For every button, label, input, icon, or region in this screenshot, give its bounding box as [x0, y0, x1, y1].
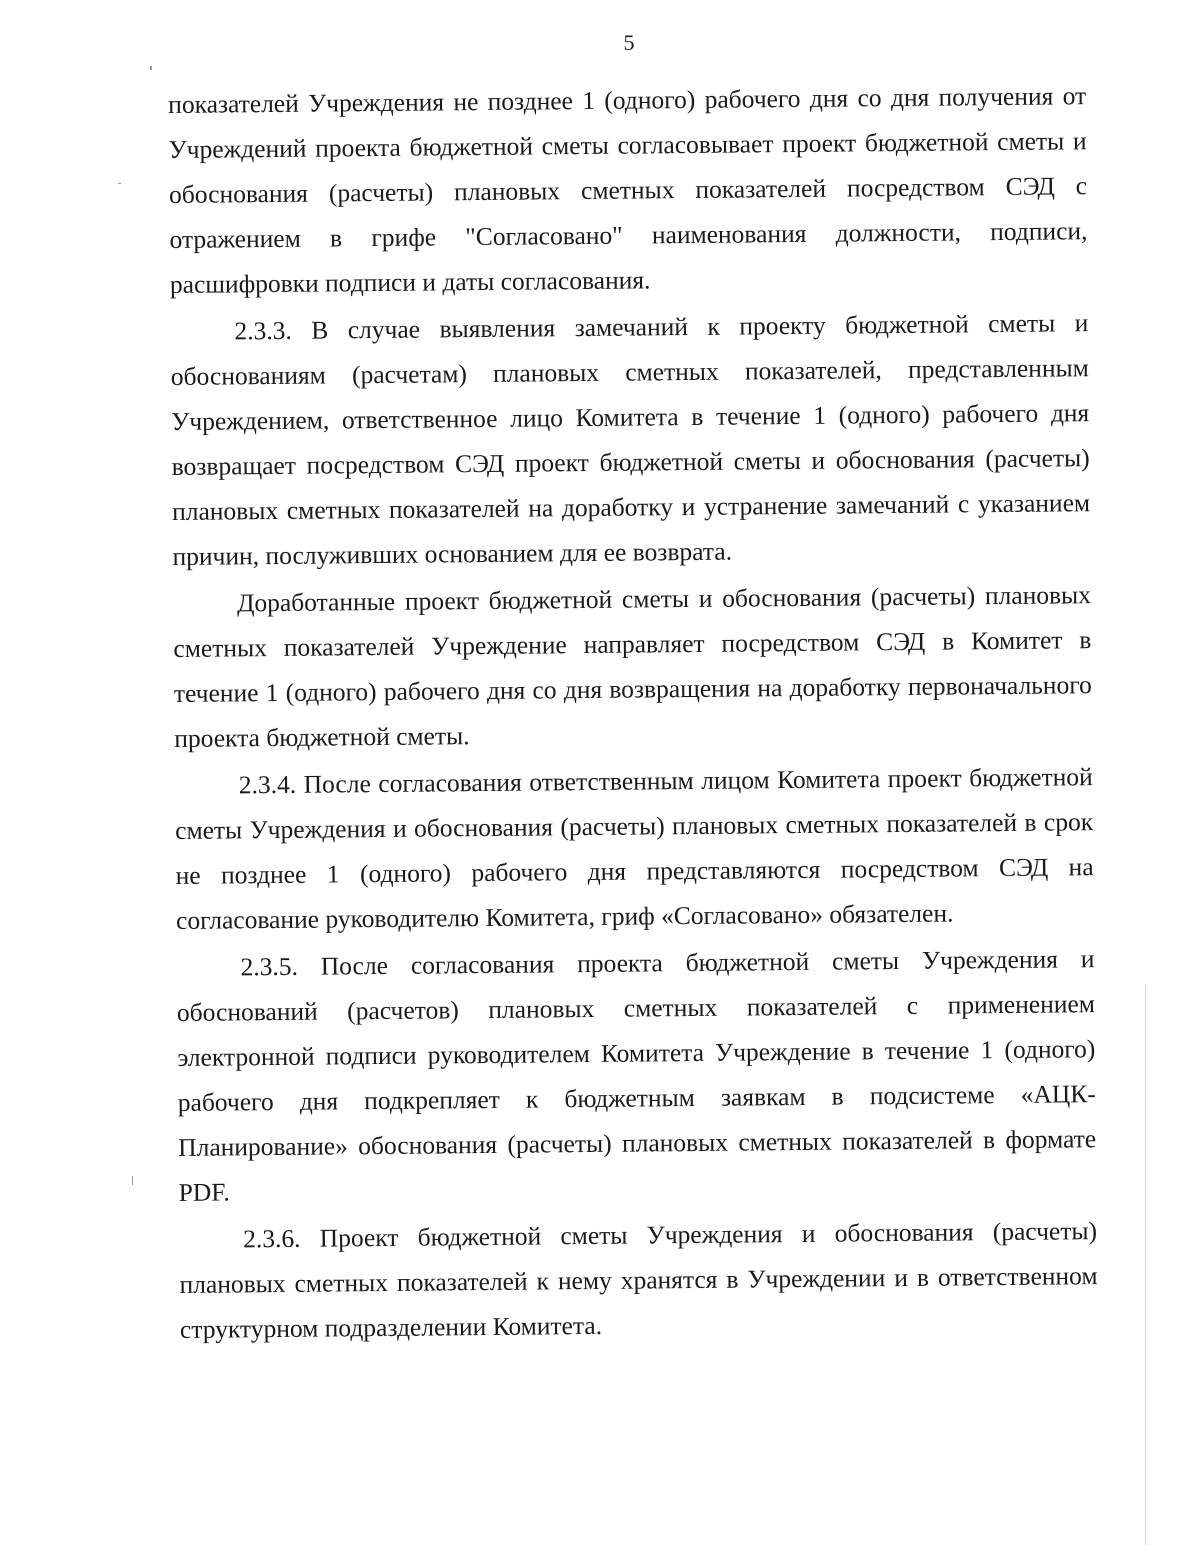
paragraph-2-3-3: 2.3.3. В случае выявления замечаний к проекту бюджетной сметы и обоснованиям (расчетам) плановых сметных показателей, представленным Учреждением, ответственное лицо Комитета в течение 1 (одного) рабочего дня возвращает посредством СЭД проект бюджетной сметы и обоснования (расчеты) плановых сметных показателей на доработку и устранение замечаний с указанием причин, послуживших основанием для ее возврата.	[170, 308, 1091, 571]
scan-speck	[132, 1176, 133, 1185]
scan-speck	[150, 66, 152, 70]
paragraph-2-3-6: 2.3.6. Проект бюджетной сметы Учреждения и обоснования (расчеты) плановых сметных показателей к нему хранятся в Учреждении и в ответственном структурном подразделении Комитета.	[179, 1216, 1098, 1344]
scan-edge-line	[1145, 985, 1146, 1545]
document-body	[168, 73, 1098, 1354]
paragraph-2-3-4: 2.3.4. После согласования ответственным лицом Комитета проект бюджетной сметы Учреждения и обоснования (расчеты) плановых сметных показателей в срок не позднее 1 (одного) рабочего дня представляются посредством СЭД на согласование руководителю Комитета, гриф «Согласовано» обязателен.	[175, 762, 1094, 935]
paragraph-continuation: показателей Учреждения не позднее 1 (одного) рабочего дня со дня получения от Учреждений проекта бюджетной сметы согласовывает проект бюджетной сметы и обоснования (расчеты) плановых сметных показателей посредством СЭД с отражением в грифе "Согласовано" наименования должности, подписи, расшифровки подписи и даты согласования.	[168, 81, 1088, 299]
paragraph-revised-draft: Доработанные проект бюджетной сметы и обоснования (расчеты) плановых сметных показателей Учреждение направляет посредством СЭД в Комитет в течение 1 (одного) рабочего дня со дня возвращения на доработку первоначального проекта бюджетной сметы.	[173, 580, 1092, 753]
page-number: 5	[623, 30, 635, 55]
paragraph-2-3-5: 2.3.5. После согласования проекта бюджетной сметы Учреждения и обоснований (расчетов) плановых сметных показателей с применением электронной подписи руководителем Комитета Учреждение в течение 1 (одного) рабочего дня подкрепляет к бюджетным заявкам в подсистеме «АЦК-Планирование» обоснования (расчеты) плановых сметных показателей в формате PDF.	[176, 944, 1097, 1207]
scan-speck	[118, 183, 121, 184]
